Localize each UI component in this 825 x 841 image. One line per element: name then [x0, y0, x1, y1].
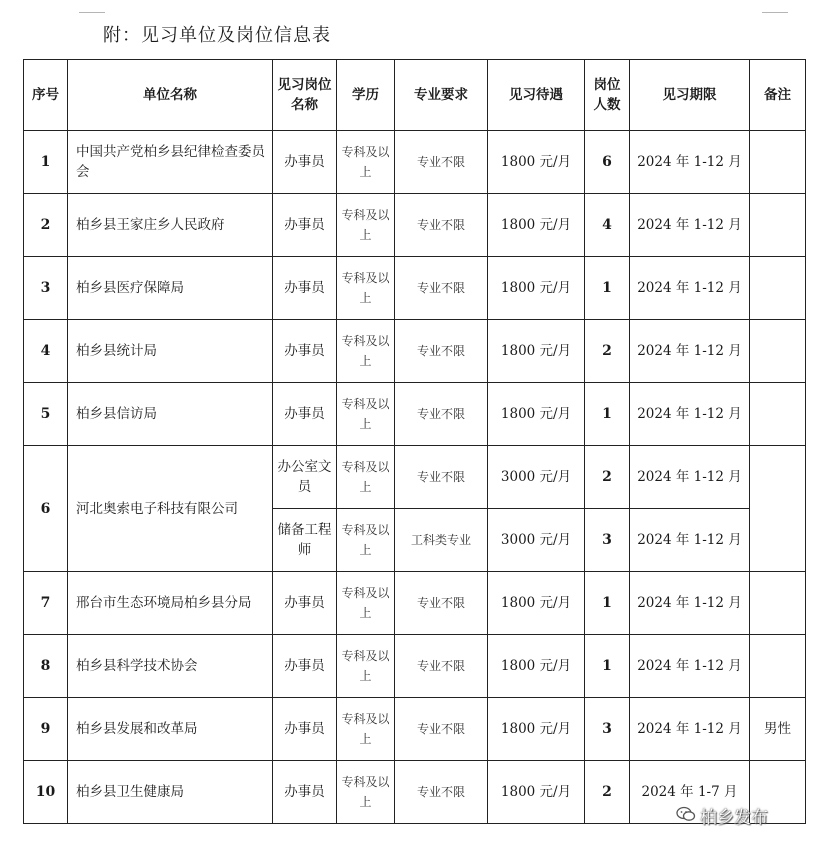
cell-count: 1: [585, 257, 630, 320]
cell-period: 2024 年 1-12 月: [630, 320, 750, 383]
cell-seq: 3: [24, 257, 68, 320]
cell-unit: 中国共产党柏乡县纪律检查委员会: [68, 131, 273, 194]
header-unit: 单位名称: [68, 60, 273, 131]
cell-seq: 8: [24, 635, 68, 698]
cell-seq: 1: [24, 131, 68, 194]
cell-note: [750, 446, 806, 572]
internship-table: [23, 59, 806, 824]
cell-seq: 9: [24, 698, 68, 761]
cell-education: 专科及以上: [337, 383, 395, 446]
cell-position: 办公室文员: [273, 446, 337, 509]
cell-position: 办事员: [273, 572, 337, 635]
cell-position: 办事员: [273, 383, 337, 446]
cell-unit: 柏乡县王家庄乡人民政府: [68, 194, 273, 257]
table-row: [24, 698, 806, 761]
cell-position: 办事员: [273, 257, 337, 320]
cell-major: 专业不限: [395, 383, 488, 446]
cell-unit: 柏乡县信访局: [68, 383, 273, 446]
cell-major: 专业不限: [395, 257, 488, 320]
cell-unit: 柏乡县统计局: [68, 320, 273, 383]
cell-period: 2024 年 1-7 月: [630, 761, 750, 824]
cell-position: 办事员: [273, 698, 337, 761]
cell-position: 办事员: [273, 194, 337, 257]
cell-count: 2: [585, 446, 630, 509]
cell-period: 2024 年 1-12 月: [630, 572, 750, 635]
header-education: 学历: [337, 60, 395, 131]
cell-pay: 1800 元/月: [488, 572, 585, 635]
header-pay: 见习待遇: [488, 60, 585, 131]
cell-education: 专科及以上: [337, 635, 395, 698]
corner-mark-right: [762, 12, 788, 13]
cell-count: 3: [585, 509, 630, 572]
table-row: [24, 320, 806, 383]
header-period: 见习期限: [630, 60, 750, 131]
cell-pay: 1800 元/月: [488, 383, 585, 446]
cell-unit: 邢台市生态环境局柏乡县分局: [68, 572, 273, 635]
cell-major: 专业不限: [395, 572, 488, 635]
cell-note: [750, 131, 806, 194]
cell-count: 6: [585, 131, 630, 194]
cell-pay: 1800 元/月: [488, 761, 585, 824]
document-title: 附：见习单位及岗位信息表: [103, 25, 331, 46]
cell-period: 2024 年 1-12 月: [630, 383, 750, 446]
cell-period: 2024 年 1-12 月: [630, 635, 750, 698]
wechat-icon: [676, 806, 696, 826]
cell-education: 专科及以上: [337, 257, 395, 320]
cell-count: 4: [585, 194, 630, 257]
cell-major: 专业不限: [395, 320, 488, 383]
cell-pay: 1800 元/月: [488, 194, 585, 257]
header-note: 备注: [750, 60, 806, 131]
table-row: [24, 257, 806, 320]
header-major: 专业要求: [395, 60, 488, 131]
table-row: [24, 131, 806, 194]
cell-education: 专科及以上: [337, 320, 395, 383]
cell-note: [750, 635, 806, 698]
cell-note: [750, 320, 806, 383]
cell-period: 2024 年 1-12 月: [630, 131, 750, 194]
cell-seq: 7: [24, 572, 68, 635]
cell-major: 专业不限: [395, 131, 488, 194]
table-row: [24, 446, 806, 509]
cell-major: 专业不限: [395, 446, 488, 509]
cell-major: 工科类专业: [395, 509, 488, 572]
cell-note: [750, 383, 806, 446]
cell-education: 专科及以上: [337, 131, 395, 194]
cell-seq: 4: [24, 320, 68, 383]
cell-seq: 2: [24, 194, 68, 257]
cell-count: 1: [585, 572, 630, 635]
cell-pay: 1800 元/月: [488, 131, 585, 194]
header-count: 岗位人数: [585, 60, 630, 131]
cell-major: 专业不限: [395, 635, 488, 698]
cell-education: 专科及以上: [337, 194, 395, 257]
cell-education: 专科及以上: [337, 761, 395, 824]
cell-note: [750, 257, 806, 320]
cell-count: 3: [585, 698, 630, 761]
cell-count: 1: [585, 383, 630, 446]
cell-count: 2: [585, 761, 630, 824]
cell-note: [750, 572, 806, 635]
header-row: [24, 60, 806, 131]
cell-education: 专科及以上: [337, 446, 395, 509]
cell-pay: 1800 元/月: [488, 698, 585, 761]
cell-period: 2024 年 1-12 月: [630, 194, 750, 257]
cell-count: 2: [585, 320, 630, 383]
cell-count: 1: [585, 635, 630, 698]
cell-unit: 柏乡县科学技术协会: [68, 635, 273, 698]
cell-pay: 3000 元/月: [488, 509, 585, 572]
cell-major: 专业不限: [395, 194, 488, 257]
cell-unit: 河北奥索电子科技有限公司: [68, 446, 273, 572]
cell-major: 专业不限: [395, 761, 488, 824]
cell-seq: 6: [24, 446, 68, 572]
cell-education: 专科及以上: [337, 509, 395, 572]
cell-education: 专科及以上: [337, 698, 395, 761]
header-seq: 序号: [24, 60, 68, 131]
cell-period: 2024 年 1-12 月: [630, 509, 750, 572]
cell-unit: 柏乡县卫生健康局: [68, 761, 273, 824]
cell-period: 2024 年 1-12 月: [630, 698, 750, 761]
cell-pay: 1800 元/月: [488, 257, 585, 320]
cell-period: 2024 年 1-12 月: [630, 257, 750, 320]
cell-pay: 3000 元/月: [488, 446, 585, 509]
cell-education: 专科及以上: [337, 572, 395, 635]
cell-position: 办事员: [273, 761, 337, 824]
cell-position: 办事员: [273, 131, 337, 194]
table-row: [24, 194, 806, 257]
table-row: [24, 572, 806, 635]
cell-seq: 10: [24, 761, 68, 824]
cell-note: 男性: [750, 698, 806, 761]
table-row: [24, 635, 806, 698]
cell-major: 专业不限: [395, 698, 488, 761]
cell-unit: 柏乡县医疗保障局: [68, 257, 273, 320]
cell-position: 办事员: [273, 635, 337, 698]
cell-period: 2024 年 1-12 月: [630, 446, 750, 509]
corner-mark-left: [79, 12, 105, 13]
table-row: [24, 383, 806, 446]
cell-unit: 柏乡县发展和改革局: [68, 698, 273, 761]
cell-seq: 5: [24, 383, 68, 446]
cell-position: 办事员: [273, 320, 337, 383]
cell-pay: 1800 元/月: [488, 635, 585, 698]
cell-note: [750, 194, 806, 257]
watermark: [676, 803, 768, 828]
watermark-text: 柏乡发布: [700, 808, 768, 828]
cell-position: 储备工程师: [273, 509, 337, 572]
cell-pay: 1800 元/月: [488, 320, 585, 383]
header-position: 见习岗位名称: [273, 60, 337, 131]
